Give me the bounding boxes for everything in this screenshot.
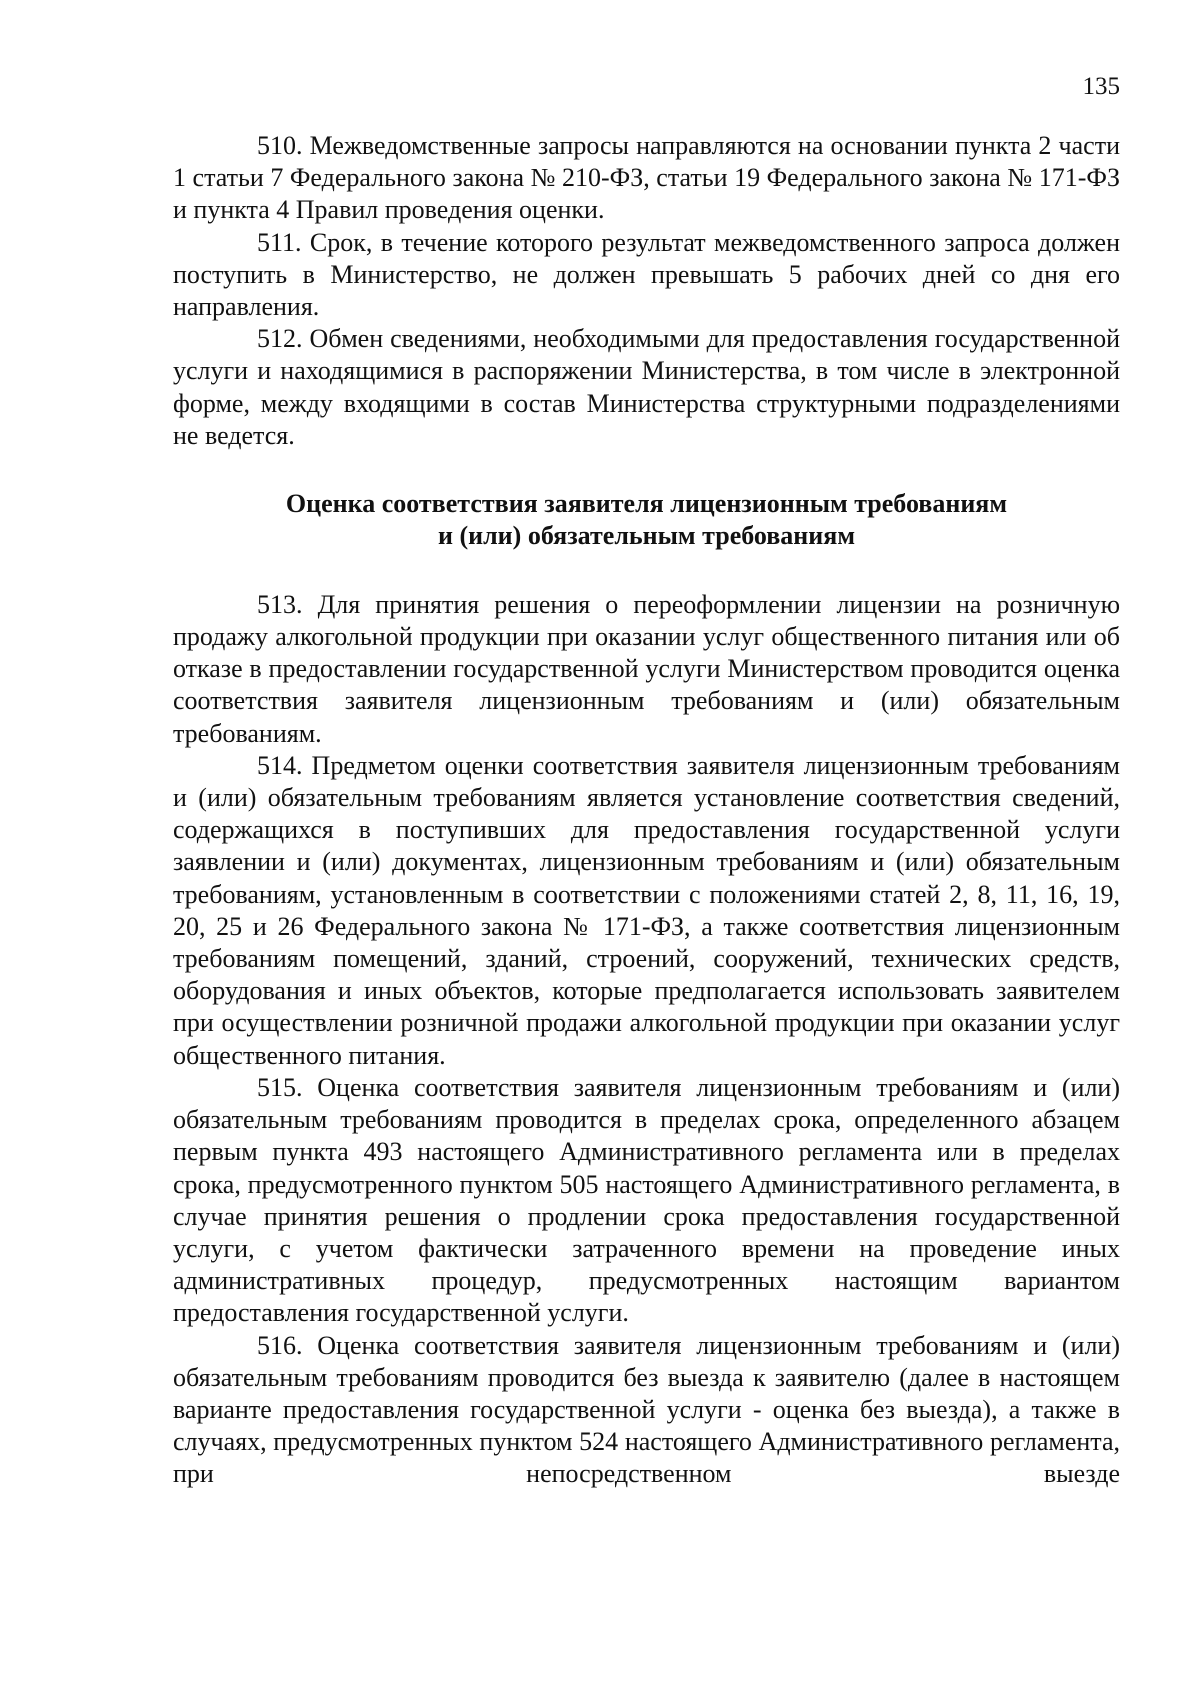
paragraph-513: 513. Для принятия решения о переоформлении лицензии на розничную продажу алкогольной продукции при оказании услуг общественного питания или об отказе в предоставлении государственной услуги Министерством проводится оценка соответствия заявителя лицензионным требованиям и (или) обязательным требованиям. [173, 589, 1120, 748]
section-heading-line-1: Оценка соответствия заявителя лицензионным требованиям [285, 489, 1008, 519]
document-body [173, 130, 1120, 1491]
paragraph-515: 515. Оценка соответствия заявителя лицензионным требованиям и (или) обязательным требованиям проводится в пределах срока, определенного абзацем первым пункта 493 настоящего Административного регламента или в пределах срока, предусмотренного пунктом 505 настоящего Административного регламента, в случае принятия решения о продлении срока предоставления государственной услуги, с учетом фактически затраченного времени на проведение иных административных процедур, предусмотренных настоящим вариантом предоставления государственной услуги. [173, 1072, 1120, 1328]
paragraph-512: 512. Обмен сведениями, необходимыми для предоставления государственной услуги и находящимися в распоряжении Министерства, в том числе в электронной форме, между входящими в состав Министерства структурными подразделениями не ведется. [173, 324, 1120, 450]
paragraph-511: 511. Срок, в течение которого результат межведомственного запроса должен поступить в Министерство, не должен превышать 5 рабочих дней со дня его направления. [173, 227, 1120, 322]
page-number: 135 [1082, 73, 1120, 100]
paragraph-514: 514. Предметом оценки соответствия заявителя лицензионным требованиям и (или) обязательным требованиям является установление соответствия сведений, содержащихся в поступивших для предоставления государственной услуги заявлении и (или) документах, лицензионным требованиям и (или) обязательным требованиям, установленным в соответствии с положениями статей 2, 8, 11, 16, 19, 20, 25 и 26 Федерального закона № 171-ФЗ, а также соответствия лицензионным требованиям помещений, зданий, строений, сооружений, технических средств, оборудования и иных объектов, которые предполагается использовать заявителем при осуществлении розничной продажи алкогольной продукции при оказании услуг общественного питания. [173, 750, 1120, 1070]
paragraph-510: 510. Межведомственные запросы направляются на основании пункта 2 части 1 статьи 7 Федерального закона № 210-ФЗ, статьи 19 Федерального закона № 171-ФЗ и пункта 4 Правил проведения оценки. [173, 131, 1120, 225]
section-heading [173, 488, 1120, 553]
section-heading-line-2: и (или) обязательным требованиям [437, 521, 856, 551]
paragraph-516: 516. Оценка соответствия заявителя лицензионным требованиям и (или) обязательным требованиям проводится без выезда к заявителю (далее в настоящем варианте предоставления государственной услуги - оценка без выезда), а также в случаях, предусмотренных пунктом 524 настоящего Административного регламента, при непосредственном выезде [173, 1330, 1120, 1489]
